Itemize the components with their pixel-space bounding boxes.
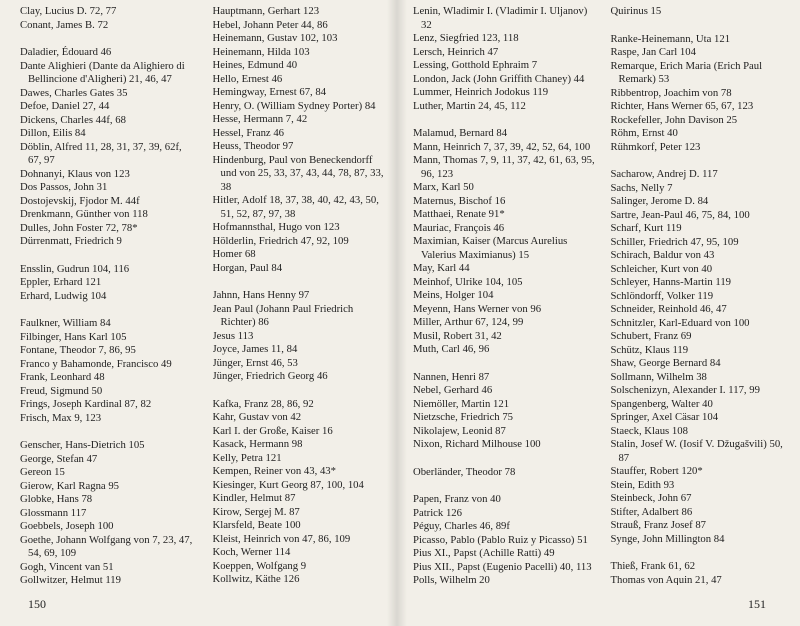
- index-entry: Polls, Wilhelm 20: [413, 574, 490, 585]
- index-entry: Franco y Bahamonde, Francisco 49: [20, 357, 172, 370]
- index-entry: Rockefeller, John Davison 25: [610, 113, 738, 126]
- index-entry: Schnitzler, Karl-Eduard von 100: [610, 316, 750, 329]
- index-entry: Erhard, Ludwig 104: [20, 289, 107, 302]
- index-entry: Quirinus 15: [610, 5, 662, 17]
- index-entry: Jahnn, Hans Henny 97: [212, 289, 310, 301]
- letter-group-gap: [413, 357, 598, 371]
- index-entry: Eppler, Erhard 121: [20, 276, 102, 288]
- index-entry: Dostojevskij, Fjodor M. 44f: [20, 194, 140, 207]
- index-entry: Conant, James B. 72: [20, 18, 109, 31]
- index-entry: Schiller, Friedrich 47, 95, 109: [610, 235, 739, 248]
- index-entry: Muth, Carl 46, 96: [413, 343, 490, 355]
- index-entry: Hello, Ernest 46: [212, 72, 283, 85]
- index-entry: Meins, Holger 104: [413, 289, 494, 301]
- index-entry: Steinbeck, John 67: [610, 492, 692, 504]
- index-entry: Defoe, Daniel 27, 44: [20, 100, 110, 112]
- index-entry: Ribbentrop, Joachim von 78: [610, 86, 732, 99]
- left-col-1: [20, 5, 197, 585]
- index-entry: Niemöller, Martin 121: [413, 397, 510, 410]
- index-entry: Henry, O. (William Sydney Porter) 84: [212, 99, 376, 112]
- index-entry: Maximian, Kaiser (Marcus Aurelius Valerius Maximianus) 15: [413, 235, 568, 261]
- index-entry: Hebel, Johann Peter 44, 86: [212, 18, 328, 31]
- index-entry: Frings, Joseph Kardinal 87, 82: [20, 398, 152, 410]
- index-entry: Pius XI., Papst (Achille Ratti) 49: [413, 547, 555, 559]
- index-entry: Kempen, Reiner von 43, 43*: [212, 465, 336, 477]
- index-entry: Jünger, Ernst 46, 53: [212, 356, 298, 369]
- index-entry: Oberländer, Theodor 78: [413, 465, 516, 478]
- index-entry: Clay, Lucius D. 72, 77: [20, 5, 117, 17]
- letter-group-gap: [20, 32, 197, 46]
- index-entry: Papen, Franz von 40: [413, 493, 501, 505]
- index-entry: Lessing, Gotthold Ephraim 7: [413, 59, 538, 71]
- index-entry: Marx, Karl 50: [413, 181, 474, 193]
- gutter-shadow-right: [397, 0, 407, 626]
- index-entry: Heuss, Theodor 97: [212, 140, 294, 152]
- index-entry: Matthaei, Renate 91*: [413, 208, 505, 220]
- index-entry: Lenz, Siegfried 123, 118: [413, 32, 519, 44]
- index-entry: Stalin, Josef W. (Iosif V. Džugašvili) 50, 87: [610, 438, 783, 464]
- index-entry: Sollmann, Wilhelm 38: [610, 370, 707, 383]
- page-number-right: 151: [748, 597, 766, 611]
- index-entry: Frank, Leonhard 48: [20, 371, 105, 383]
- index-entry: Hölderlin, Friedrich 47, 92, 109: [212, 234, 349, 247]
- letter-group-gap: [20, 249, 197, 263]
- index-entry: Sachs, Nelly 7: [610, 181, 673, 194]
- index-entry: Heinemann, Hilda 103: [212, 45, 310, 58]
- index-entry: Schlöndorff, Volker 119: [610, 289, 714, 302]
- index-entry: Remarque, Erich Maria (Erich Paul Remark) 53: [610, 59, 763, 85]
- index-entry: Richter, Hans Werner 65, 67, 123: [610, 100, 754, 112]
- index-entry: Thomas von Aquin 21, 47: [610, 573, 722, 585]
- index-entry: Heinemann, Gustav 102, 103: [212, 32, 338, 44]
- index-entry: Strauß, Franz Josef 87: [610, 519, 707, 531]
- index-entry: Kiesinger, Kurt Georg 87, 100, 104: [212, 478, 364, 491]
- index-entry: Maternus, Bischof 16: [413, 194, 506, 207]
- index-entry: Ensslin, Gudrun 104, 116: [20, 262, 130, 275]
- index-entry: Dawes, Charles Gates 35: [20, 86, 128, 99]
- index-entry: Gereon 15: [20, 466, 65, 478]
- index-entry: Kindler, Helmut 87: [212, 492, 296, 504]
- index-entry: Solschenizyn, Alexander I. 117, 99: [610, 384, 760, 396]
- index-entry: Sacharow, Andrej D. 117: [610, 168, 718, 180]
- index-entry: Schleicher, Kurt von 40: [610, 262, 713, 275]
- left-col-2: [213, 5, 390, 585]
- index-entry: Kasack, Hermann 98: [212, 438, 303, 450]
- index-entry: Homer 68: [212, 248, 256, 260]
- index-entry: Stifter, Adalbert 86: [610, 505, 693, 518]
- index-entry: Jünger, Friedrich Georg 46: [212, 370, 328, 382]
- index-entry: Dulles, John Foster 72, 78*: [20, 221, 138, 234]
- index-entry: Spangenberg, Walter 40: [610, 397, 713, 410]
- index-entry: Dillon, Eilis 84: [20, 127, 86, 139]
- index-entry: Musil, Robert 31, 42: [413, 329, 502, 342]
- index-entry: Raspe, Jan Carl 104: [610, 46, 696, 58]
- index-entry: Kollwitz, Käthe 126: [212, 573, 300, 585]
- index-entry: Hessel, Franz 46: [212, 126, 285, 139]
- index-entry: Hindenburg, Paul von Beneckendorff und von 25, 33, 37, 43, 44, 78, 87, 33, 38: [212, 153, 384, 193]
- index-entry: Faulkner, William 84: [20, 317, 111, 329]
- index-entry: Dickens, Charles 44f, 68: [20, 113, 126, 126]
- index-entry: Dürrenmatt, Friedrich 9: [20, 235, 122, 247]
- index-entry: Synge, John Millington 84: [610, 532, 725, 545]
- index-entry: Lenin, Wladimir I. (Vladimir I. Uljanov) 32: [413, 5, 588, 31]
- index-entry: Nixon, Richard Milhouse 100: [413, 438, 541, 450]
- index-entry: Patrick 126: [413, 506, 462, 519]
- index-entry: Nannen, Henri 87: [413, 370, 490, 383]
- index-entry: Stauffer, Robert 120*: [610, 465, 703, 477]
- index-entry: Dos Passos, John 31: [20, 181, 108, 193]
- index-entry: Springer, Axel Cäsar 104: [610, 411, 719, 423]
- index-entry: Horgan, Paul 84: [212, 261, 283, 274]
- index-entry: Heines, Edmund 40: [212, 59, 298, 71]
- index-entry: Globke, Hans 78: [20, 493, 93, 505]
- letter-group-gap: [413, 113, 598, 127]
- index-entry: Goebbels, Joseph 100: [20, 520, 114, 532]
- index-entry: Genscher, Hans-Dietrich 105: [20, 439, 145, 451]
- left-page: [0, 0, 397, 626]
- index-entry: Dante Alighieri (Dante da Alighiero di Bellincione d'Aligheri) 21, 46, 47: [20, 59, 185, 85]
- index-entry: Schubert, Franz 69: [610, 330, 692, 342]
- letter-group-gap: [20, 303, 197, 317]
- index-entry: Dohnanyi, Klaus von 123: [20, 167, 130, 180]
- index-entry: Kafka, Franz 28, 86, 92: [212, 397, 314, 410]
- index-entry: Koeppen, Wolfgang 9: [212, 559, 307, 572]
- index-entry: Gogh, Vincent van 51: [20, 560, 114, 573]
- index-entry: Rühmkorf, Peter 123: [610, 140, 701, 153]
- index-entry: Gollwitzer, Helmut 119: [20, 574, 121, 585]
- index-entry: Malamud, Bernard 84: [413, 127, 508, 139]
- index-entry: Miller, Arthur 67, 124, 99: [413, 316, 524, 328]
- index-entry: George, Stefan 47: [20, 452, 98, 465]
- index-entry: Kahr, Gustav von 42: [212, 411, 302, 423]
- index-entry: Freud, Sigmund 50: [20, 384, 103, 397]
- index-entry: Hauptmann, Gerhart 123: [212, 5, 320, 17]
- index-entry: Gierow, Karl Ragna 95: [20, 479, 120, 492]
- index-entry: Scharf, Kurt 119: [610, 222, 682, 234]
- index-entry: Karl I. der Große, Kaiser 16: [212, 424, 333, 437]
- index-entry: May, Karl 44: [413, 262, 470, 274]
- index-entry: Pius XII., Papst (Eugenio Pacelli) 40, 113: [413, 560, 592, 573]
- index-entry: Fontane, Theodor 7, 86, 95: [20, 344, 136, 356]
- index-entry: Péguy, Charles 46, 89f: [413, 520, 510, 532]
- index-entry: Mann, Heinrich 7, 37, 39, 42, 52, 64, 100: [413, 140, 591, 153]
- index-entry: Joyce, James 11, 84: [212, 343, 298, 355]
- index-entry: Ranke-Heinemann, Uta 121: [610, 32, 731, 45]
- index-entry: Meinhof, Ulrike 104, 105: [413, 275, 523, 288]
- right-col-1: [413, 5, 598, 585]
- index-entry: Klarsfeld, Beate 100: [212, 519, 301, 531]
- letter-group-gap: [413, 452, 598, 466]
- index-entry: Luther, Martin 24, 45, 112: [413, 99, 526, 112]
- gutter-shadow-left: [387, 0, 397, 626]
- index-entry: Jesus 113: [212, 329, 254, 342]
- index-entry: Jean Paul (Johann Paul Friedrich Richter) 86: [212, 302, 354, 328]
- index-entry: Hofmannsthal, Hugo von 123: [212, 221, 340, 233]
- right-page-columns: [413, 5, 788, 585]
- index-entry: Döblin, Alfred 11, 28, 31, 37, 39, 62f, 67, 97: [20, 140, 182, 166]
- index-entry: Shaw, George Bernard 84: [610, 357, 721, 369]
- right-page: [397, 0, 800, 626]
- index-entry: Mann, Thomas 7, 9, 11, 37, 42, 61, 63, 95, 96, 123: [413, 154, 595, 180]
- index-entry: Kelly, Petra 121: [212, 451, 282, 464]
- index-entry: Hesse, Hermann 7, 42: [212, 113, 308, 125]
- index-entry: Lummer, Heinrich Jodokus 119: [413, 86, 549, 98]
- index-entry: Schütz, Klaus 119: [610, 343, 689, 356]
- index-entry: Filbinger, Hans Karl 105: [20, 330, 127, 343]
- index-entry: Koch, Werner 114: [212, 546, 291, 558]
- index-entry: Schirach, Baldur von 43: [610, 249, 715, 261]
- letter-group-gap: [610, 19, 788, 33]
- index-entry: Frisch, Max 9, 123: [20, 411, 102, 424]
- index-entry: Nietzsche, Friedrich 75: [413, 411, 514, 423]
- index-entry: Schleyer, Hanns-Martin 119: [610, 276, 732, 288]
- index-entry: Stein, Edith 93: [610, 478, 675, 491]
- index-entry: Kleist, Heinrich von 47, 86, 109: [212, 532, 351, 545]
- letter-group-gap: [610, 546, 788, 560]
- index-entry: Röhm, Ernst 40: [610, 127, 678, 139]
- index-entry: Picasso, Pablo (Pablo Ruiz y Picasso) 51: [413, 533, 588, 546]
- letter-group-gap: [610, 154, 788, 168]
- index-entry: Schneider, Reinhold 46, 47: [610, 303, 727, 315]
- letter-group-gap: [213, 275, 390, 289]
- index-entry: Lersch, Heinrich 47: [413, 45, 499, 58]
- index-entry: Drenkmann, Günther von 118: [20, 208, 148, 220]
- index-entry: Salinger, Jerome D. 84: [610, 195, 709, 207]
- index-entry: London, Jack (John Griffith Chaney) 44: [413, 72, 585, 85]
- index-entry: Thieß, Frank 61, 62: [610, 560, 696, 572]
- index-entry: Nikolajew, Leonid 87: [413, 424, 506, 437]
- letter-group-gap: [20, 425, 197, 439]
- index-entry: Sartre, Jean-Paul 46, 75, 84, 100: [610, 208, 750, 221]
- index-entry: Staeck, Klaus 108: [610, 424, 688, 437]
- index-entry: Goethe, Johann Wolfgang von 7, 23, 47, 54, 69, 109: [20, 533, 193, 559]
- left-page-columns: [20, 5, 389, 585]
- letter-group-gap: [413, 479, 598, 493]
- index-entry: Hitler, Adolf 18, 37, 38, 40, 42, 43, 50, 51, 52, 87, 97, 38: [212, 194, 379, 220]
- letter-group-gap: [213, 384, 390, 398]
- index-entry: Hemingway, Ernest 67, 84: [212, 86, 327, 98]
- index-entry: Nebel, Gerhard 46: [413, 384, 493, 396]
- page-number-left: 150: [28, 597, 46, 611]
- index-entry: Daladier, Édouard 46: [20, 46, 112, 58]
- index-entry: Meyenn, Hans Werner von 96: [413, 302, 542, 315]
- index-entry: Kirow, Sergej M. 87: [212, 505, 300, 518]
- index-entry: Mauriac, François 46: [413, 221, 505, 234]
- right-col-2: [610, 5, 788, 585]
- index-entry: Glossmann 117: [20, 506, 87, 519]
